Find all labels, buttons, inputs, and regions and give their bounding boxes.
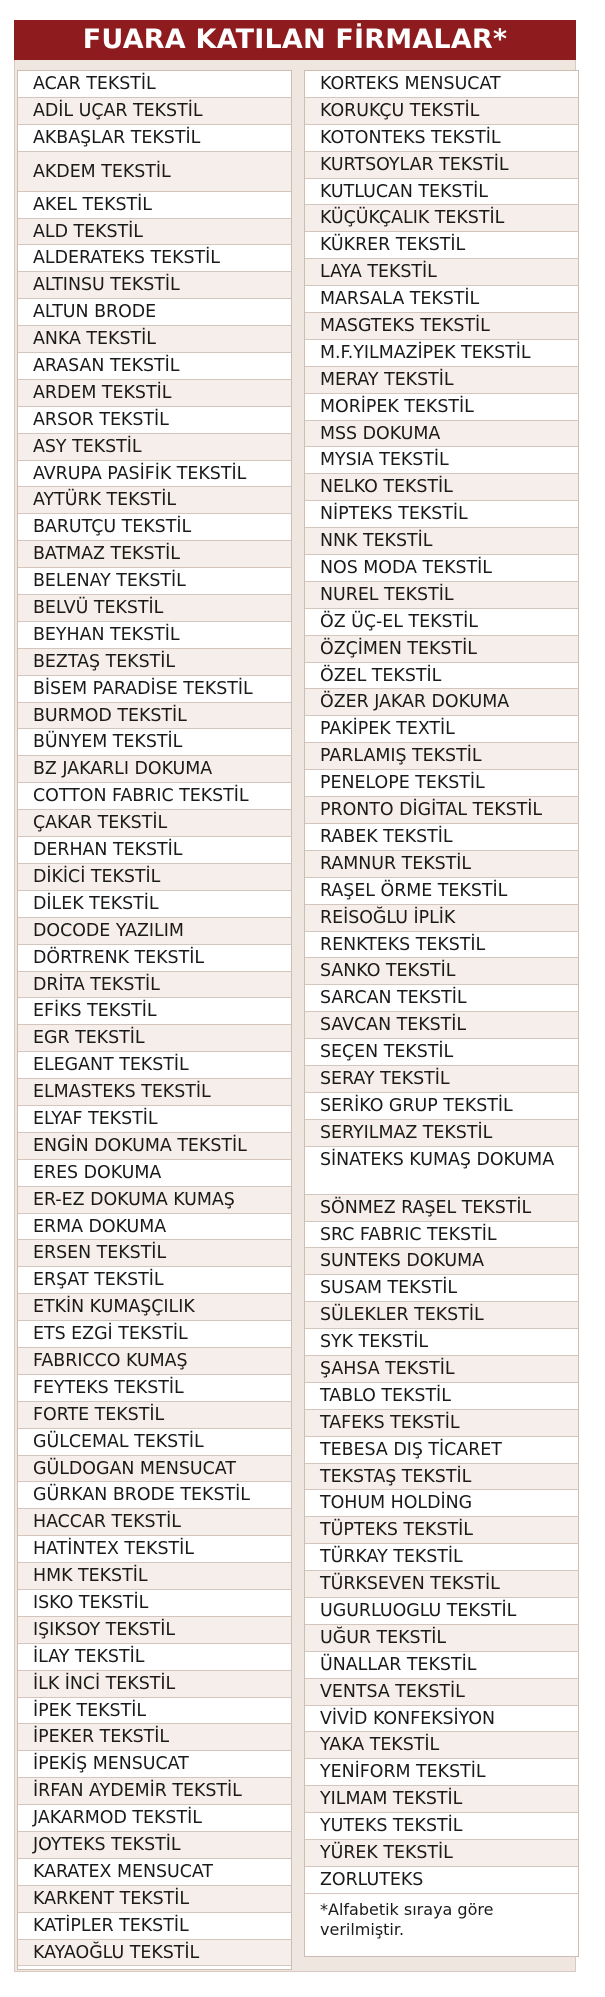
list-item: RAŞEL ÖRME TEKSTİL <box>305 878 578 905</box>
footnote: *Alfabetik sıraya göre verilmiştir. <box>320 1899 494 1939</box>
list-item: ENGİN DOKUMA TEKSTİL <box>18 1133 291 1160</box>
list-item: ELYAF TEKSTİL <box>18 1106 291 1133</box>
list-item: PRONTO DİGİTAL TEKSTİL <box>305 797 578 824</box>
right-rows <box>305 71 578 1894</box>
list-item: YÜREK TEKSTİL <box>305 1840 578 1867</box>
list-item: ALTUN BRODE <box>18 299 291 326</box>
list-item: İLAY TEKSTİL <box>18 1644 291 1671</box>
list-item: GÜLCEMAL TEKSTİL <box>18 1429 291 1456</box>
list-item: KÜÇÜKÇALIK TEKSTİL <box>305 205 578 232</box>
list-item: ELEGANT TEKSTİL <box>18 1052 291 1079</box>
list-item: YENİFORM TEKSTİL <box>305 1759 578 1786</box>
list-item: AKDEM TEKSTİL <box>18 152 291 192</box>
list-item: TABLO TEKSTİL <box>305 1383 578 1410</box>
list-item: DERHAN TEKSTİL <box>18 837 291 864</box>
list-item: JAKARMOD TEKSTİL <box>18 1805 291 1832</box>
list-item: TOHUM HOLDİNG <box>305 1490 578 1517</box>
list-item: SRC FABRIC TEKSTİL <box>305 1222 578 1249</box>
list-item: ÜNALLAR TEKSTİL <box>305 1652 578 1679</box>
list-item: MSS DOKUMA <box>305 421 578 448</box>
list-item: EFİKS TEKSTİL <box>18 998 291 1025</box>
list-item: KARKENT TEKSTİL <box>18 1886 291 1913</box>
list-item: ŞAHSA TEKSTİL <box>305 1356 578 1383</box>
list-item: SERAY TEKSTİL <box>305 1066 578 1093</box>
list-item: UGURLUOGLU TEKSTİL <box>305 1598 578 1625</box>
list-item: KURTSOYLAR TEKSTİL <box>305 152 578 179</box>
list-item: NNK TEKSTİL <box>305 528 578 555</box>
list-item: KÜKRER TEKSTİL <box>305 232 578 259</box>
list-item: BİSEM PARADİSE TEKSTİL <box>18 676 291 703</box>
list-item: GÜRKAN BRODE TEKSTİL <box>18 1482 291 1509</box>
list-item: SEÇEN TEKSTİL <box>305 1039 578 1066</box>
list-item: BELENAY TEKSTİL <box>18 568 291 595</box>
list-item: NİPTEKS TEKSTİL <box>305 501 578 528</box>
list-item: FABRICCO KUMAŞ <box>18 1348 291 1375</box>
list-item: MYSIA TEKSTİL <box>305 447 578 474</box>
list-item: HACCAR TEKSTİL <box>18 1509 291 1536</box>
list-item: ETS EZGİ TEKSTİL <box>18 1321 291 1348</box>
list-item: ALTINSU TEKSTİL <box>18 272 291 299</box>
list-item: VİVİD KONFEKSİYON <box>305 1706 578 1733</box>
list-item: KATİPLER TEKSTİL <box>18 1913 291 1940</box>
list-item: ARDEM TEKSTİL <box>18 380 291 407</box>
list-item: FEYTEKS TEKSTİL <box>18 1375 291 1402</box>
list-item: MASGTEKS TEKSTİL <box>305 313 578 340</box>
list-item: AKBAŞLAR TEKSTİL <box>18 125 291 152</box>
list-item: FORTE TEKSTİL <box>18 1402 291 1429</box>
list-item: ANKA TEKSTİL <box>18 326 291 353</box>
list-item: DRİTA TEKSTİL <box>18 972 291 999</box>
list-item: YAKA TEKSTİL <box>305 1732 578 1759</box>
list-item: LAYA TEKSTİL <box>305 259 578 286</box>
list-item: ALDERATEKS TEKSTİL <box>18 245 291 272</box>
list-item: SÖNMEZ RAŞEL TEKSTİL <box>305 1195 578 1222</box>
list-item: SERİKO GRUP TEKSTİL <box>305 1093 578 1120</box>
list-item: RENKTEKS TEKSTİL <box>305 932 578 959</box>
list-item: IŞIKSOY TEKSTİL <box>18 1617 291 1644</box>
list-item: ACAR TEKSTİL <box>18 71 291 98</box>
list-item: ADİL UÇAR TEKSTİL <box>18 98 291 125</box>
list-item: BEZTAŞ TEKSTİL <box>18 649 291 676</box>
list-item: ER-EZ DOKUMA KUMAŞ <box>18 1187 291 1214</box>
list-item: NOS MODA TEKSTİL <box>305 555 578 582</box>
list-item: VENTSA TEKSTİL <box>305 1679 578 1706</box>
list-item: COTTON FABRIC TEKSTİL <box>18 783 291 810</box>
list-item: EGR TEKSTİL <box>18 1025 291 1052</box>
list-item: HMK TEKSTİL <box>18 1563 291 1590</box>
list-item: BURMOD TEKSTİL <box>18 703 291 730</box>
list-item: UĞUR TEKSTİL <box>305 1625 578 1652</box>
list-item: SARCAN TEKSTİL <box>305 985 578 1012</box>
list-item: BELVÜ TEKSTİL <box>18 595 291 622</box>
list-item: SERYILMAZ TEKSTİL <box>305 1120 578 1147</box>
list-item: KOTONTEKS TEKSTİL <box>305 125 578 152</box>
list-item: BZ JAKARLI DOKUMA <box>18 756 291 783</box>
list-item: ERES DOKUMA <box>18 1160 291 1187</box>
list-item: ARASAN TEKSTİL <box>18 353 291 380</box>
list-item: SANKO TEKSTİL <box>305 958 578 985</box>
list-item: ÖZEL TEKSTİL <box>305 663 578 690</box>
list-item: ÖZ ÜÇ-EL TEKSTİL <box>305 609 578 636</box>
list-item: İPEKİŞ MENSUCAT <box>18 1751 291 1778</box>
list-item: NUREL TEKSTİL <box>305 582 578 609</box>
list-item: YUTEKS TEKSTİL <box>305 1813 578 1840</box>
list-item: ETKİN KUMAŞÇILIK <box>18 1294 291 1321</box>
list-item: ÇAKAR TEKSTİL <box>18 810 291 837</box>
list-item: ERŞAT TEKSTİL <box>18 1267 291 1294</box>
list-item: TEKSTAŞ TEKSTİL <box>305 1464 578 1491</box>
list-item: ÖZER JAKAR DOKUMA <box>305 689 578 716</box>
list-item: SAVCAN TEKSTİL <box>305 1012 578 1039</box>
list-item: DİKİCİ TEKSTİL <box>18 864 291 891</box>
list-item: ERSEN TEKSTİL <box>18 1240 291 1267</box>
list-item: SİNATEKS KUMAŞ DOKUMA <box>305 1147 578 1195</box>
list-item: ARSOR TEKSTİL <box>18 407 291 434</box>
list-item: PARLAMIŞ TEKSTİL <box>305 743 578 770</box>
list-item: KORUKÇU TEKSTİL <box>305 98 578 125</box>
list-item: TEBESA DIŞ TİCARET <box>305 1437 578 1464</box>
list-item: RABEK TEKSTİL <box>305 824 578 851</box>
list-item: YILMAM TEKSTİL <box>305 1786 578 1813</box>
list-item: AVRUPA PASİFİK TEKSTİL <box>18 461 291 488</box>
list-item: AKEL TEKSTİL <box>18 192 291 219</box>
list-item: İLK İNCİ TEKSTİL <box>18 1671 291 1698</box>
page-title: FUARA KATILAN FİRMALAR* <box>14 20 576 60</box>
list-item: TÜRKAY TEKSTİL <box>305 1544 578 1571</box>
list-item: ALD TEKSTİL <box>18 219 291 246</box>
list-item: TAFEKS TEKSTİL <box>305 1410 578 1437</box>
list-item: DÖRTRENK TEKSTİL <box>18 945 291 972</box>
list-item: AYTÜRK TEKSTİL <box>18 487 291 514</box>
list-item: BEYHAN TEKSTİL <box>18 622 291 649</box>
list-item: MARSALA TEKSTİL <box>305 286 578 313</box>
list-item: ASY TEKSTİL <box>18 434 291 461</box>
list-item: SUSAM TEKSTİL <box>305 1275 578 1302</box>
list-item: TÜPTEKS TEKSTİL <box>305 1517 578 1544</box>
list-item: DOCODE YAZILIM <box>18 918 291 945</box>
left-company-column <box>17 70 292 1970</box>
list-item: DİLEK TEKSTİL <box>18 891 291 918</box>
list-item: MERAY TEKSTİL <box>305 367 578 394</box>
list-item: ELMASTEKS TEKSTİL <box>18 1079 291 1106</box>
list-item: REİSOĞLU İPLİK <box>305 905 578 932</box>
list-item: KORTEKS MENSUCAT <box>305 71 578 98</box>
list-item: RAMNUR TEKSTİL <box>305 851 578 878</box>
list-item: ISKO TEKSTİL <box>18 1590 291 1617</box>
right-company-column <box>304 70 579 1957</box>
list-item: İPEK TEKSTİL <box>18 1698 291 1725</box>
list-item: KARATEX MENSUCAT <box>18 1859 291 1886</box>
list-item: SYK TEKSTİL <box>305 1329 578 1356</box>
list-item: M.F.YILMAZİPEK TEKSTİL <box>305 340 578 367</box>
list-item: SÜLEKLER TEKSTİL <box>305 1302 578 1329</box>
list-item: JOYTEKS TEKSTİL <box>18 1832 291 1859</box>
list-item: PENELOPE TEKSTİL <box>305 770 578 797</box>
list-item: PAKİPEK TEXTİL <box>305 716 578 743</box>
list-item: NELKO TEKSTİL <box>305 474 578 501</box>
list-item: MORİPEK TEKSTİL <box>305 394 578 421</box>
list-item: GÜLDOGAN MENSUCAT <box>18 1456 291 1483</box>
list-item: KAYAOĞLU TEKSTİL <box>18 1940 291 1967</box>
list-item: BATMAZ TEKSTİL <box>18 541 291 568</box>
list-item: ÖZÇİMEN TEKSTİL <box>305 636 578 663</box>
list-item: İPEKER TEKSTİL <box>18 1724 291 1751</box>
list-item: KUTLUCAN TEKSTİL <box>305 179 578 206</box>
list-item: SUNTEKS DOKUMA <box>305 1248 578 1275</box>
list-item: ERMA DOKUMA <box>18 1214 291 1241</box>
list-item: İRFAN AYDEMİR TEKSTİL <box>18 1778 291 1805</box>
list-item: BARUTÇU TEKSTİL <box>18 514 291 541</box>
list-item: BÜNYEM TEKSTİL <box>18 729 291 756</box>
list-item: TÜRKSEVEN TEKSTİL <box>305 1571 578 1598</box>
list-item: HATİNTEX TEKSTİL <box>18 1536 291 1563</box>
list-item: ZORLUTEKS <box>305 1867 578 1894</box>
